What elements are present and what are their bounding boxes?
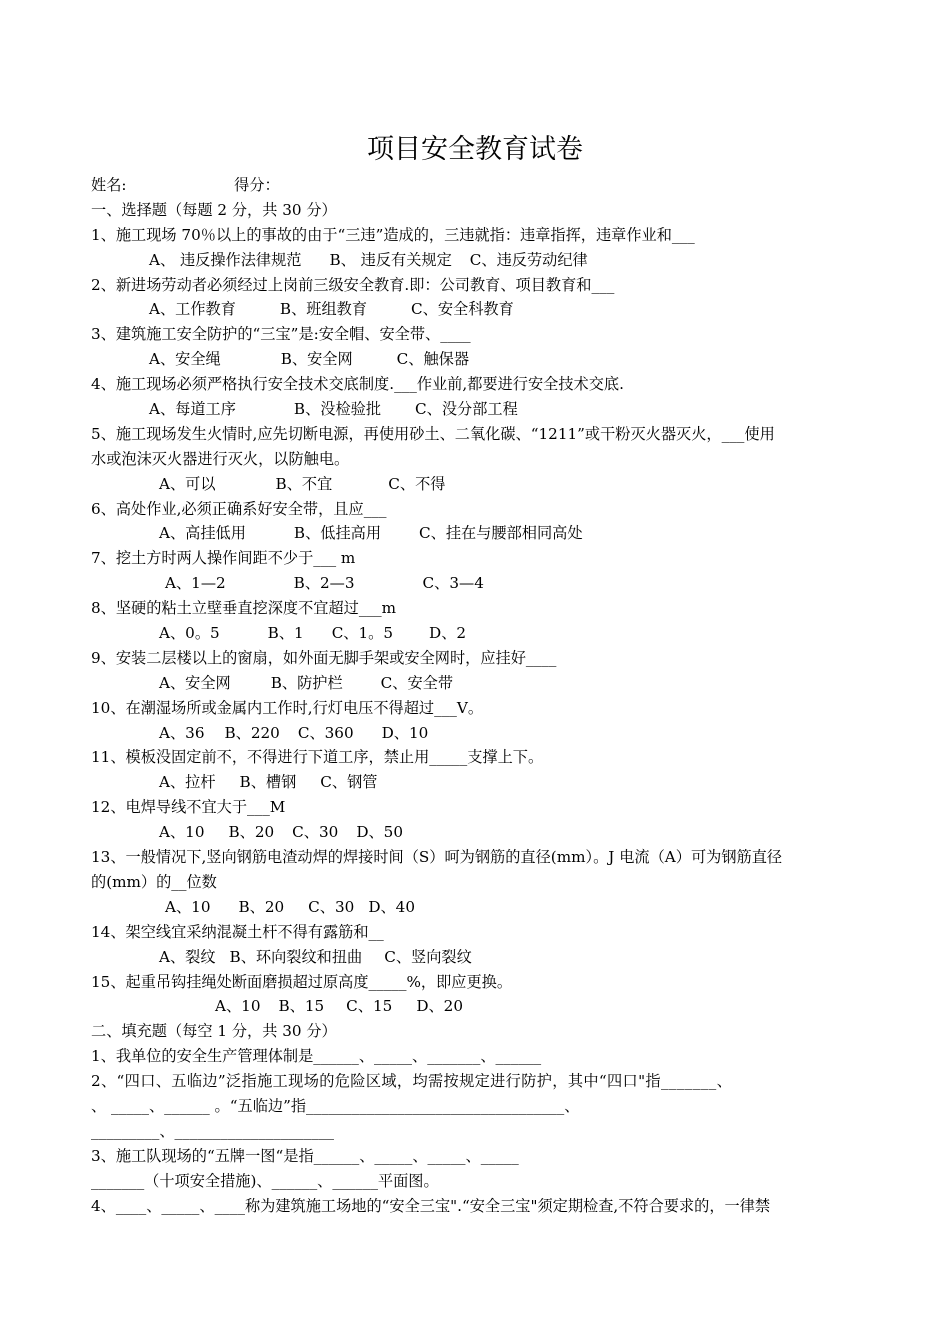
question-6 xyxy=(91,497,861,522)
question-text: 2、新进场劳动者必须经过上岗前三级安全教育.即：公司教育、项目教育和 xyxy=(91,275,592,294)
question-13-options xyxy=(91,895,861,920)
option-b: B、20 xyxy=(238,897,285,916)
question-text-tail: M xyxy=(269,798,286,817)
option-c: C、竖向裂纹 xyxy=(384,947,472,966)
answer-blank: _____ xyxy=(429,748,468,767)
question-text: 10、在潮湿场所或金属内工作时,行灯电压不得超过 xyxy=(91,698,435,717)
question-7-options xyxy=(91,571,861,596)
question-text: 3、施工队现场的“五牌一图“是指 xyxy=(91,1146,314,1165)
answer-blank: _____ xyxy=(374,1146,413,1165)
separator: 、 xyxy=(465,1146,481,1165)
option-b: B、班组教育 xyxy=(279,300,368,319)
answer-blank: ______ xyxy=(332,1171,378,1190)
answer-blank: __________________________________ xyxy=(306,1096,565,1115)
question-14-options xyxy=(91,945,861,970)
question-2-options xyxy=(91,297,861,322)
option-c: C、违反劳动纪律 xyxy=(469,250,588,269)
exam-content xyxy=(91,173,861,1218)
option-b: B、20 xyxy=(228,823,275,842)
option-a: A、安全网 xyxy=(159,673,231,692)
fill-question-2-line-3 xyxy=(91,1119,861,1144)
answer-blank: ______ xyxy=(313,1047,359,1066)
header-line xyxy=(91,173,861,198)
question-12 xyxy=(91,795,861,820)
question-text: 3、建筑施工安全防护的“三宝”是:安全帽、安全带、 xyxy=(91,325,441,344)
answer-blank: _______ xyxy=(660,1072,717,1091)
option-b: B、槽钢 xyxy=(239,773,297,792)
question-1 xyxy=(91,223,861,248)
question-text: 2、“四口、五临边”泛指施工现场的危险区域，均需按规定进行防护，其中“四口"指 xyxy=(91,1072,661,1091)
option-c: C、没分部工程 xyxy=(415,400,518,419)
question-10 xyxy=(91,696,861,721)
answer-blank: ___ xyxy=(363,499,387,518)
question-12-options xyxy=(91,820,861,845)
question-2 xyxy=(91,273,861,298)
answer-blank: ______ xyxy=(164,1096,210,1115)
option-d: D、40 xyxy=(368,897,416,916)
question-14 xyxy=(91,920,861,945)
question-text: 7、挖土方时两人操作间距不少于 xyxy=(91,549,314,568)
question-3-options xyxy=(91,347,861,372)
question-5 xyxy=(91,422,861,447)
question-6-options xyxy=(91,521,861,546)
option-c: C、安全带 xyxy=(380,673,454,692)
option-c: C、挂在与腰部相同高处 xyxy=(419,524,583,543)
question-text: 4、施工现场必须严格执行安全技术交底制度. xyxy=(91,375,395,394)
answer-blank: _____ xyxy=(427,1146,466,1165)
option-d: D、50 xyxy=(356,823,404,842)
answer-blank: _______ xyxy=(91,1171,145,1190)
option-a: A、10 xyxy=(159,823,205,842)
question-text-tail: %，即应更换。 xyxy=(406,972,513,991)
answer-blank: ______ xyxy=(313,1146,360,1165)
name-label: 姓名: xyxy=(91,176,127,194)
option-c: C、30 xyxy=(308,897,355,916)
question-11-options xyxy=(91,770,861,795)
answer-blank: _____ xyxy=(111,1096,149,1115)
option-c: C、30 xyxy=(292,823,339,842)
option-c: C、15 xyxy=(346,997,393,1016)
question-5-continued: 水或泡沫灭火器进行灭火，以防触电。 xyxy=(91,449,350,468)
answer-blank: __ xyxy=(171,872,187,891)
option-c: C、安全科教育 xyxy=(411,300,514,319)
option-c: C、1。5 xyxy=(331,624,394,643)
question-text: 。“五临边”指 xyxy=(209,1096,307,1115)
option-a: A、36 xyxy=(159,723,205,742)
question-text: 12、电焊导线不宜大于 xyxy=(91,798,248,817)
option-b: B、没检验批 xyxy=(293,400,382,419)
question-8-options xyxy=(91,621,861,646)
option-b: B、2—3 xyxy=(293,574,355,593)
question-text: 11、模板没固定前不，不得进行下道工序，禁止用 xyxy=(91,748,430,767)
answer-blank: _____ xyxy=(374,1047,413,1066)
option-c: C、触保器 xyxy=(396,350,470,369)
question-text: 5、施工现场发生火情时,应先切断电源，再使用砂土、二氧化碳、“1211”或干粉灭火器灭火， xyxy=(91,424,722,443)
option-d: D、2 xyxy=(429,624,467,643)
answer-blank: ___ xyxy=(358,599,382,618)
option-b: B、不宜 xyxy=(275,474,333,493)
answer-blank: ____ xyxy=(440,325,471,344)
question-text: 14、架空线宜采纳混凝土杆不得有露筋和 xyxy=(91,922,369,941)
answer-blank: _________ xyxy=(91,1121,160,1140)
separator: 、 xyxy=(148,1096,165,1115)
answer-blank: ___ xyxy=(671,225,695,244)
option-a: A、10 xyxy=(215,997,261,1016)
page-title: 项目安全教育试卷 xyxy=(367,134,583,165)
option-a: A、可以 xyxy=(159,474,216,493)
option-a: A、安全绳 xyxy=(149,350,221,369)
fill-question-4 xyxy=(91,1194,861,1219)
separator: 、 xyxy=(317,1171,333,1190)
answer-blank: _____ xyxy=(161,1196,200,1215)
question-8 xyxy=(91,596,861,621)
separator: 、 xyxy=(91,1096,112,1115)
option-b: B、安全网 xyxy=(280,350,353,369)
question-text-tail: 作业前,都要进行安全技术交底. xyxy=(416,375,624,394)
answer-blank: ____ xyxy=(115,1196,147,1215)
fill-question-2 xyxy=(91,1069,861,1094)
option-a: A、拉杆 xyxy=(159,773,216,792)
fill-question-2-line-2 xyxy=(91,1094,861,1119)
question-text-tail: 使用 xyxy=(744,424,775,443)
separator: 、 xyxy=(412,1146,428,1165)
answer-blank: ___ xyxy=(591,275,615,294)
option-b: B、 违反有关规定 xyxy=(329,250,452,269)
option-b: B、220 xyxy=(224,723,280,742)
fill-question-3 xyxy=(91,1144,861,1169)
answer-blank: ___ xyxy=(247,798,270,817)
option-b: B、低挂高用 xyxy=(293,524,382,543)
question-text: 8、坚硬的粘土立壁垂直挖深度不宜超过 xyxy=(91,599,359,618)
answer-blank: ___ xyxy=(721,424,745,443)
question-text-tail: 位数 xyxy=(186,872,217,891)
option-a: A、每道工序 xyxy=(149,400,236,419)
question-13-continued xyxy=(91,870,861,895)
option-b: B、1 xyxy=(267,624,304,643)
question-text-tail: m xyxy=(381,599,397,618)
separator: 、 xyxy=(358,1047,375,1066)
answer-blank: _____________________ xyxy=(174,1121,334,1140)
answer-blank: ___ xyxy=(434,698,457,717)
answer-blank: ___ xyxy=(313,549,337,568)
question-text: 6、高处作业,必须正确系好安全带，且应 xyxy=(91,499,364,518)
question-10-options xyxy=(91,721,861,746)
fill-question-3-line-2 xyxy=(91,1169,861,1194)
separator: 、 xyxy=(480,1047,496,1066)
option-a: A、10 xyxy=(165,897,211,916)
score-label: 得分： xyxy=(234,176,280,194)
option-d: D、10 xyxy=(381,723,429,742)
separator: 、 xyxy=(359,1146,375,1165)
separator: 、 xyxy=(159,1121,175,1140)
answer-blank: _____ xyxy=(480,1146,519,1165)
question-7 xyxy=(91,546,861,571)
question-text: 的(mm）的 xyxy=(91,872,172,891)
question-15 xyxy=(91,970,861,995)
section-2-heading: 二、填充题（每空 1 分，共 30 分） xyxy=(91,1022,337,1041)
answer-blank: _______ xyxy=(427,1047,481,1066)
question-text: （十项安全措施)、 xyxy=(144,1171,272,1190)
option-b: B、环向裂纹和扭曲 xyxy=(229,947,363,966)
separator: 、 xyxy=(716,1072,733,1091)
separator: 、 xyxy=(199,1196,215,1215)
question-5-options xyxy=(91,472,861,497)
question-text-tail: m xyxy=(336,549,356,568)
answer-blank: _____ xyxy=(368,972,407,991)
question-text: 称为建筑施工场地的“安全三宝".“安全三宝"须定期检查,不符合要求的，一律禁 xyxy=(244,1196,771,1215)
option-a: A、裂纹 xyxy=(159,947,216,966)
separator: 、 xyxy=(412,1047,428,1066)
section-1-heading: 一、选择题（每题 2 分，共 30 分） xyxy=(91,200,337,219)
question-1-options xyxy=(91,248,861,273)
question-11 xyxy=(91,745,861,770)
question-13: 13、一般情况下,竖向钢筋电渣动焊的焊接时间（S）呵为钢筋的直径(mm）。J 电流（A）可为钢筋直径 xyxy=(91,848,783,867)
question-text: 1、施工现场 70％以上的事故的由于“三违”造成的，三违就指：违章指挥，违章作业和 xyxy=(91,225,672,244)
question-9-options xyxy=(91,671,861,696)
question-text-tail: V。 xyxy=(456,698,484,717)
answer-blank: ______ xyxy=(495,1047,542,1066)
option-c: C、钢管 xyxy=(320,773,378,792)
option-d: D、20 xyxy=(416,997,464,1016)
answer-blank: ____ xyxy=(214,1196,245,1215)
answer-blank: ____ xyxy=(525,648,557,667)
option-b: B、15 xyxy=(278,997,325,1016)
fill-question-1 xyxy=(91,1044,861,1069)
question-3 xyxy=(91,322,861,347)
question-text-tail: 支撑上下。 xyxy=(467,748,544,767)
answer-blank: ___ xyxy=(394,375,417,394)
option-a: A、高挂低用 xyxy=(159,524,246,543)
question-4 xyxy=(91,372,861,397)
question-text: 15、起重吊钩挂绳处断面磨损超过原高度 xyxy=(91,972,369,991)
separator: 、 xyxy=(146,1196,162,1215)
question-text: 1、我单位的安全生产管理体制是 xyxy=(91,1047,314,1066)
option-a: A、0。5 xyxy=(159,624,220,643)
option-b: B、防护栏 xyxy=(270,673,343,692)
question-text-tail: 平面图。 xyxy=(377,1171,439,1190)
question-text: 9、安装二层楼以上的窗扇，如外面无脚手架或安全网时，应挂好 xyxy=(91,648,526,667)
question-number: 4、 xyxy=(91,1196,116,1215)
option-c: C、360 xyxy=(297,723,354,742)
question-4-options xyxy=(91,397,861,422)
question-15-options xyxy=(91,994,861,1019)
option-a: A、工作教育 xyxy=(149,300,236,319)
answer-blank: __ xyxy=(368,922,384,941)
question-9 xyxy=(91,646,861,671)
option-c: C、3—4 xyxy=(422,574,484,593)
option-a: A、 违反操作法律规范 xyxy=(149,250,302,269)
separator: 、 xyxy=(564,1096,580,1115)
option-c: C、不得 xyxy=(388,474,446,493)
answer-blank: ______ xyxy=(271,1171,318,1190)
option-a: A、1—2 xyxy=(165,574,226,593)
